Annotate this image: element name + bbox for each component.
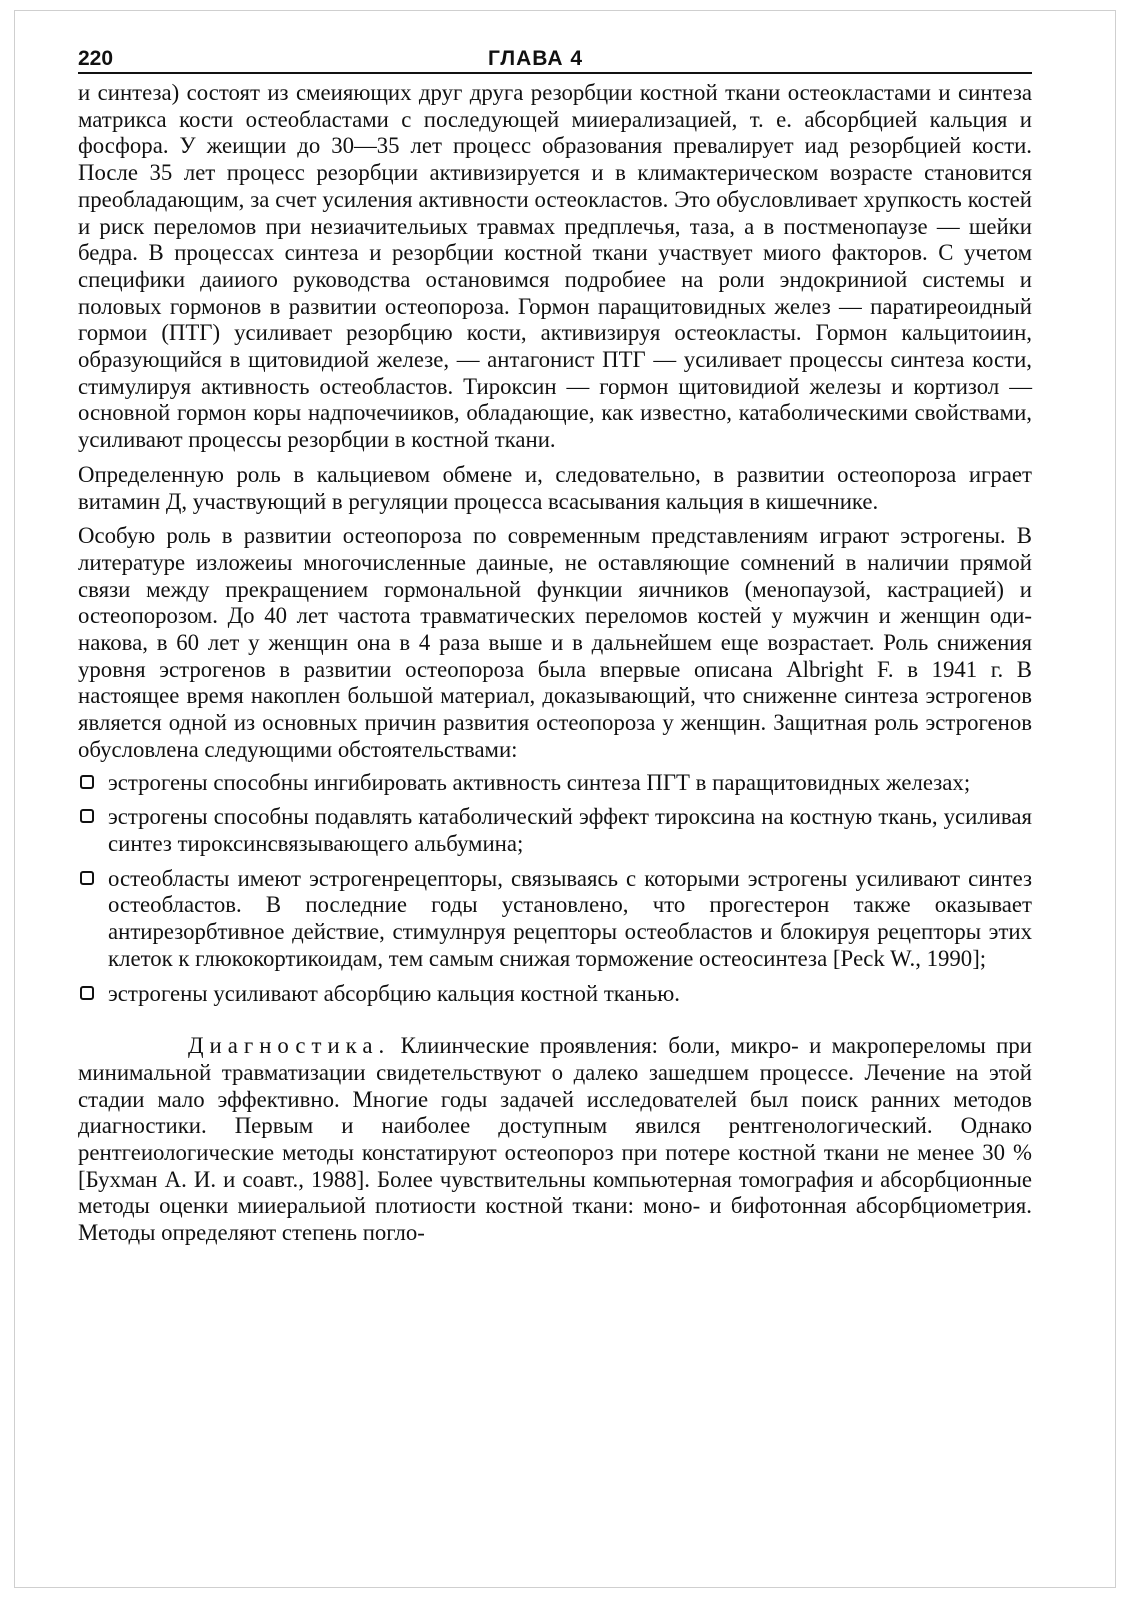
section-text: Клиинческие проявления: боли, микро- и макропереломы при минимальной травматизации свидетельствуют о далеко зашедшем процессе. Лечение на этой стадии мало эффективно. Многие годы задачей исследователей был поиск ранних методов диагностики. Первым и наиболее доступным явился рентгенологический. Однако рентгеиологические методы констатируют остеопороз при потере костной ткани не менее 30 % [Бухман А. И. и соавт., 1988]. Более чувствительны компьютерная томография и абсорбционные методы оценки мииеральиой плотиости костной ткани: моно- и бифотонная абсорбциометрия. Методы определяют степень погло- [78,1033,1032,1246]
book-page [78,46,1032,1247]
list-item-text: остеобласты имеют эстрогенрецепторы, связываясь с которыми эстрогены усиливают синтез остеобластов. В последние годы установлено, что прогестерон также оказывает антирезорбтивное действие, стимулнруя рецепторы остеобластов и блокируя рецепторы этих клеток к глюкокортикоидам, тем самым снижая торможение остеосинтеза [Peck W., 1990]; [108,865,1032,971]
bullet-list [78,770,1032,1008]
diagnostics-section [78,1033,1032,1247]
paragraph: и синтеза) состоят из смеияющих друг друга резорбции костной ткани остеокластами и синтеза матрикса кости остеобластами с последующей мииерализацией, т. е. абсорбцией кальция и фосфора. У жеищии до 30—35 лет процесс образования превалирует иад резорбцией кости. После 35 лет процесс резорбции активизируется и в климактерическом возрасте становится преобладающим, за счет усиления активности остеокластов. Это обусловливает хрупкость костей и риск переломов при незиачительиых травмах предплечья, таза, а в постменопаузе — шейки бедра. В процессах синтеза и резорбции костной ткани участвует миого факторов. С учетом специфики даииого руководства остановимся подробиее на роли эндокриниой системы и половых гормонов в развитии остеопороза. Гормон паращитовидных желез — паратиреоидный гормои (ПТГ) усиливает резорбцию кости, активизируя остеокласты. Гормон кальцитоиин, образующийся в щитовидиой железе, — антагонист ПТГ — усиливает процессы синтеза кости, стимулируя активность остеобластов. Тироксин — гормон щитовидиой железы и кортизол — основной гормон коры надпочечииков, обладающие, как известно, катаболическими свойствами, усиливают процессы резорбции в костной ткани. [78,80,1032,453]
list-item [78,981,1032,1008]
chapter-title: ГЛАВА 4 [488,47,584,70]
checkbox-bullet-icon [80,775,94,789]
running-head [78,46,1032,74]
checkbox-bullet-icon [80,809,94,823]
list-item [78,866,1032,973]
body-text [78,80,1032,1247]
checkbox-bullet-icon [80,871,94,885]
list-item-text: эстрогены способны подавлять катаболический эффект тироксина на костную ткань, усиливая синтез тироксинсвязывающего альбумина; [108,804,1032,856]
checkbox-bullet-icon [80,986,94,1000]
list-item [78,770,1032,797]
section-heading: Диагностика. [188,1033,391,1059]
list-item-text: эстрогены способны ингибировать активность синтеза ПГТ в паращитовидных железах; [108,769,971,795]
list-item [78,804,1032,857]
list-item-text: эстрогены усиливают абсорбцию кальция костной тканью. [108,980,680,1006]
paragraph: Особую роль в развитии остеопороза по современным представлениям играют эстрогены. В литературе изложеиы многочисленные даиные, не оставляющие сомнений в наличии прямой связи между прекращением гормональной функции яичников (менопаузой, кастрацией) и остеопорозом. До 40 лет частота травматических переломов костей у мужчин и женщин одинакова, в 60 лет у женщин она в 4 раза выше и в дальнейшем еще возрастает. Роль снижения уровня эстрогенов в развитии остеопороза была впервые описана Albright F. в 1941 г. В настоящее время накоплен большой материал, доказывающий, что сниженне синтеза эстрогенов является одной из основных причин развития остеопороза у женщин. Защитная роль эстрогенов обусловлена следующими обстоятельствами: [78,523,1032,762]
paragraph: Определенную роль в кальциевом обмене и, следовательно, в развитии остеопороза играет витамин Д, участвующий в регуляции процесса всасывания кальция в кишечнике. [78,461,1032,514]
page-number: 220 [78,47,114,70]
